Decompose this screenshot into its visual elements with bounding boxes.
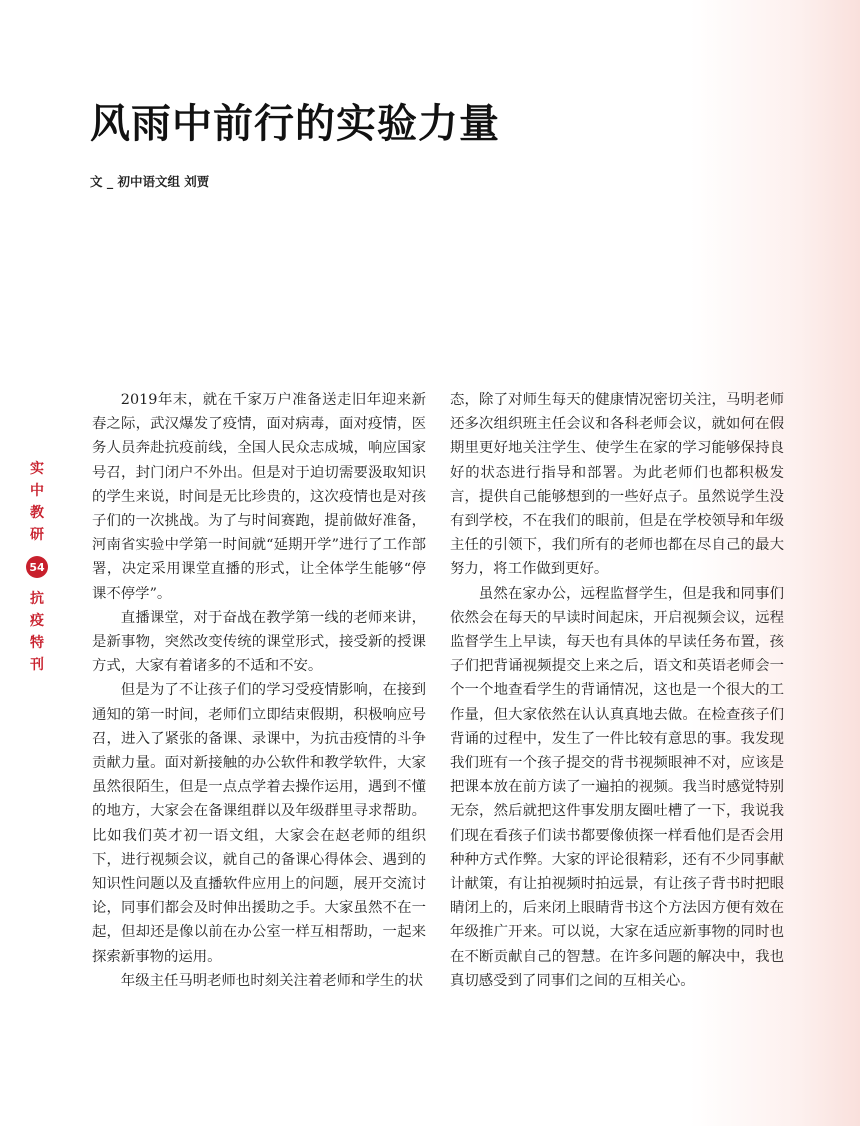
feature-label: [30, 588, 44, 676]
body-paragraph-continued: 态，除了对师生每天的健康情况密切关注，马明老师还多次组织班主任会议和各科老师会议，就如何在假期里更好地关注学生、使学生在家的学习能够保持良好的状态进行指导和部署。为此老师们也都积极发言，提供自己能够想到的一些好点子。虽然说学生没有到学校，不在我们的眼前，但是在学校领导和年级主任的引领下，我们所有的老师也都在尽自己的最大努力，将工作做到更好。: [450, 392, 784, 578]
section-char: 教: [30, 505, 44, 521]
section-label: [30, 458, 44, 546]
body-paragraph: 2019年末，就在千家万户准备送走旧年迎来新春之际，武汉爆发了疫情，面对病毒，面对疫情，医务人员奔赴抗疫前线，全国人民众志成城，响应国家号召，封门闭户不外出。但是对于迫切需要汲取知识的学生来说，时间是无比珍贵的，这次疫情也是对孩子们的一次挑战。为了与时间赛跑，提前做好准备，河南省实验中学第一时间就“延期开学”进行了工作部署，决定采用课堂直播的形式，让全体学生能够“停课不停学”。: [92, 392, 426, 602]
page-number-badge: 54: [26, 556, 48, 578]
body-column-right: [450, 388, 784, 993]
section-char: 实: [30, 461, 44, 477]
article-title: 风雨中前行的实验力量: [90, 101, 500, 147]
body-paragraph: 虽然在家办公，远程监督学生，但是我和同事们依然会在每天的早读时间起床，开启视频会议，远程监督学生上早读，每天也有具体的早读任务布置，孩子们把背诵视频提交上来之后，语文和英语老师会一个一个地查看学生的背诵情况，这也是一个很大的工作量，但大家依然在认认真真地去做。在检查孩子们背诵的过程中，发生了一件比较有意思的事。我发现我们班有一个孩子提交的背书视频眼神不对，应该是把课本放在前方读了一遍拍的视频。我当时感觉特别无奈，然后就把这件事发朋友圈吐槽了一下，我说我们现在看孩子们读书都要像侦探一样看他们是否会用种种方式作弊。大家的评论很精彩，还有不少同事献计献策，有让拍视频时拍远景，有让孩子背书时把眼睛闭上的，后来闭上眼睛背书这个方法因方便有效在年级推广开来。可以说，大家在适应新事物的同时也在不断贡献自己的智慧。在许多问题的解决中，我也真切感受到了同事们之间的互相关心。: [450, 585, 784, 989]
body-paragraph: 年级主任马明老师也时刻关注着老师和学生的状: [120, 972, 424, 989]
feature-char: 刊: [30, 657, 44, 673]
body-column-left: [92, 388, 426, 993]
body-paragraph: 直播课堂，对于奋战在教学第一线的老师来讲，是新事物，突然改变传统的课堂形式，接受新的授课方式，大家有着诸多的不适和不安。: [92, 609, 426, 675]
feature-char: 特: [30, 635, 44, 651]
page-sidebar: [22, 458, 52, 676]
section-char: 研: [30, 527, 44, 543]
feature-char: 抗: [30, 591, 44, 607]
body-paragraph: 但是为了不让孩子们的学习受疫情影响，在接到通知的第一时间，老师们立即结束假期，积极响应号召，进入了紧张的备课、录课中，为抗击疫情的斗争贡献力量。面对新接触的办公软件和教学软件，大家虽然很陌生，但是一点点学着去操作运用，遇到不懂的地方，大家会在备课组群以及年级群里寻求帮助。比如我们英才初一语文组，大家会在赵老师的组织下，进行视频会议，就自己的备课心得体会、遇到的知识性问题以及直播软件应用上的问题，展开交流讨论，同事们都会及时伸出援助之手。大家虽然不在一起，但却还是像以前在办公室一样互相帮助，一起来探索新事物的运用。: [92, 682, 426, 965]
article-byline: 文 _ 初中语文组 刘贾: [90, 174, 210, 189]
feature-char: 疫: [30, 613, 44, 629]
section-char: 中: [30, 483, 44, 499]
